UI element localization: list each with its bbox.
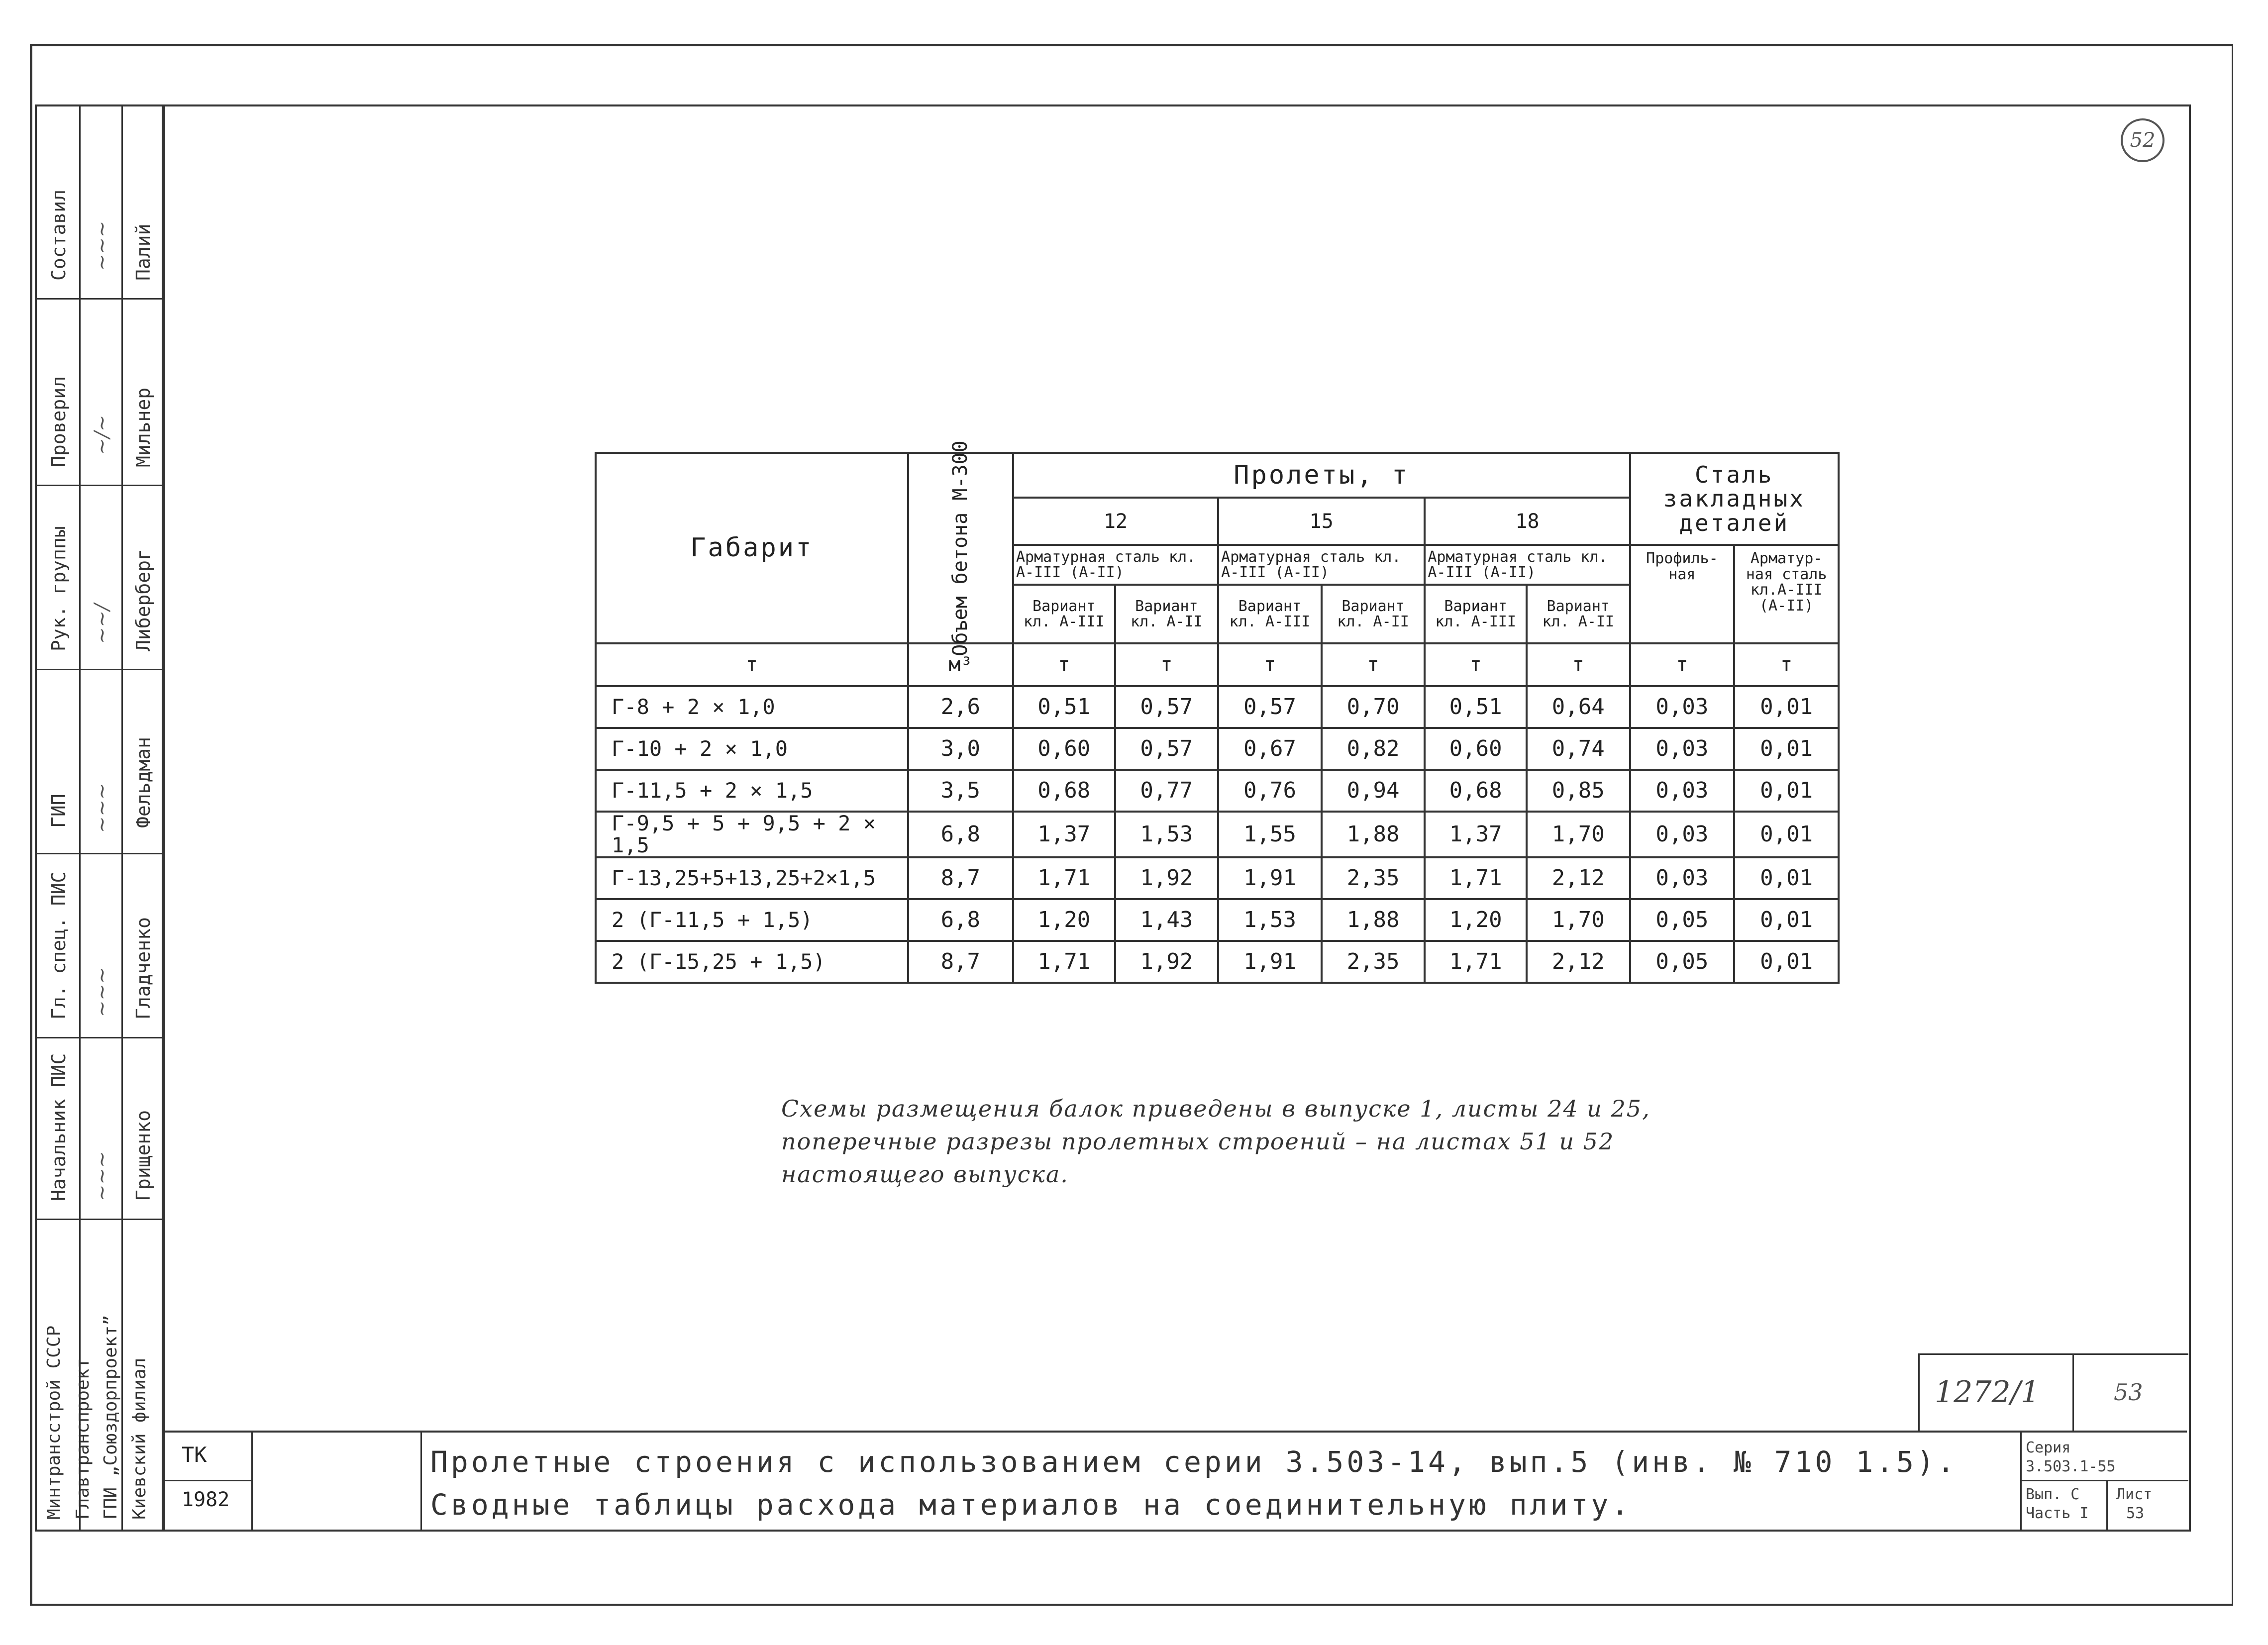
value-cell: 0,01 xyxy=(1734,812,1839,857)
value-cell: 1,71 xyxy=(1425,941,1527,983)
header-variant-a3: Вариант кл. А-III xyxy=(1218,585,1322,643)
note-text xyxy=(781,1092,1776,1191)
value-cell: 0,68 xyxy=(1013,770,1115,812)
value-cell: 3,5 xyxy=(908,770,1013,812)
value-cell: 1,20 xyxy=(1425,899,1527,941)
value-cell: 6,8 xyxy=(908,812,1013,857)
name-grishchenko: Грищенко xyxy=(132,1110,154,1201)
note-line: поперечные разрезы пролетных строений – на листах 51 и 52 xyxy=(781,1128,1615,1155)
value-cell: 8,7 xyxy=(908,857,1013,899)
value-cell: 2,12 xyxy=(1527,857,1630,899)
signature-scribble: ~~~ xyxy=(91,967,113,1017)
unit-cell: т xyxy=(596,643,908,686)
unit-cell: т xyxy=(1630,643,1735,686)
value-cell: 1,92 xyxy=(1115,857,1219,899)
part-label: Часть I xyxy=(2026,1505,2089,1522)
title-block xyxy=(162,1431,2187,1530)
table-row xyxy=(596,857,1839,899)
role-group-lead: Рук. группы xyxy=(48,526,70,651)
org-kiev-branch: Киевский филиал xyxy=(129,1357,150,1520)
header-span-15: 15 xyxy=(1218,498,1425,545)
drawing-title xyxy=(430,1440,1958,1526)
value-cell: 1,88 xyxy=(1322,812,1425,857)
unit-cell: т xyxy=(1013,643,1115,686)
value-cell: 0,51 xyxy=(1013,686,1115,728)
series-value: 3.503.1-55 xyxy=(2026,1458,2116,1475)
value-cell: 1,71 xyxy=(1013,857,1115,899)
unit-cell: т xyxy=(1322,643,1425,686)
value-cell: 0,51 xyxy=(1425,686,1527,728)
signature-scribble: ~~/ xyxy=(91,604,113,644)
value-cell: 1,37 xyxy=(1013,812,1115,857)
header-profile-steel: Профиль-ная xyxy=(1630,545,1735,643)
gabarit-cell: Г-13,25+5+13,25+2×1,5 xyxy=(596,857,908,899)
issue-label: Вып. С xyxy=(2026,1486,2080,1503)
left-stamp xyxy=(35,104,164,1532)
table-row xyxy=(596,899,1839,941)
name-feldman: Фельдман xyxy=(132,736,154,828)
value-cell: 0,03 xyxy=(1630,812,1735,857)
value-cell: 0,01 xyxy=(1734,857,1839,899)
role-chief-engineer: ГИП xyxy=(48,794,70,828)
header-span-18: 18 xyxy=(1425,498,1630,545)
value-cell: 1,20 xyxy=(1013,899,1115,941)
header-embedded-steel: Сталь закладных деталей xyxy=(1630,453,1839,545)
unit-cell: м³ xyxy=(908,643,1013,686)
table-row xyxy=(596,728,1839,770)
units-row xyxy=(596,643,1839,686)
page-number-box xyxy=(2072,1353,2188,1432)
document-number: 1272/1 xyxy=(1935,1375,2040,1410)
value-cell: 0,60 xyxy=(1425,728,1527,770)
header-variant-a3: Вариант кл. А-III xyxy=(1425,585,1527,643)
name-gladchenko: Гладченко xyxy=(132,917,154,1020)
org-glavtransproekt: Главтранспроект xyxy=(73,1357,93,1520)
value-cell: 1,37 xyxy=(1425,812,1527,857)
org-soyuzdorproekt: ГПИ „Союздорпроект” xyxy=(101,1315,121,1520)
unit-cell: т xyxy=(1425,643,1527,686)
header-volume: Объем бетона М-300 xyxy=(908,453,1013,643)
table-row xyxy=(596,941,1839,983)
value-cell: 0,74 xyxy=(1527,728,1630,770)
table-row xyxy=(596,812,1839,857)
value-cell: 0,01 xyxy=(1734,941,1839,983)
sheet-value: 53 xyxy=(2126,1505,2145,1522)
header-arm-steel-18: Арматурная сталь кл. А-III (А-II) xyxy=(1425,545,1630,585)
value-cell: 3,0 xyxy=(908,728,1013,770)
value-cell: 0,68 xyxy=(1425,770,1527,812)
value-cell: 0,01 xyxy=(1734,770,1839,812)
name-milner: Мильнер xyxy=(132,387,154,467)
value-cell: 0,82 xyxy=(1322,728,1425,770)
value-cell: 2,12 xyxy=(1527,941,1630,983)
value-cell: 1,71 xyxy=(1013,941,1115,983)
title-line-2: Сводные таблицы расхода материалов на соединительную плиту. xyxy=(430,1488,1632,1522)
stamp-year: 1982 xyxy=(182,1488,230,1511)
value-cell: 0,03 xyxy=(1630,686,1735,728)
header-arm-steel-15: Арматурная сталь кл. А-III (А-II) xyxy=(1218,545,1425,585)
value-cell: 0,57 xyxy=(1115,686,1219,728)
org-ministry: Минтрансстрой СССР xyxy=(44,1325,64,1520)
value-cell: 0,01 xyxy=(1734,899,1839,941)
header-arm-class: Арматур-ная сталь кл.А-III (А-II) xyxy=(1734,545,1839,643)
value-cell: 1,53 xyxy=(1115,812,1219,857)
value-cell: 1,70 xyxy=(1527,812,1630,857)
name-liberberg: Либерберг xyxy=(132,549,154,651)
header-arm-steel-12: Арматурная сталь кл. А-III (А-II) xyxy=(1013,545,1218,585)
header-gabarit: Габарит xyxy=(596,453,908,643)
value-cell: 2,6 xyxy=(908,686,1013,728)
gabarit-cell: 2 (Г-11,5 + 1,5) xyxy=(596,899,908,941)
value-cell: 0,67 xyxy=(1218,728,1322,770)
value-cell: 0,03 xyxy=(1630,728,1735,770)
unit-cell: т xyxy=(1218,643,1322,686)
role-head: Начальник ПИС xyxy=(48,1053,70,1201)
header-variant-a2: Вариант кл. А-II xyxy=(1115,585,1219,643)
page-number: 53 xyxy=(2114,1379,2143,1406)
value-cell: 6,8 xyxy=(908,899,1013,941)
value-cell: 1,70 xyxy=(1527,899,1630,941)
value-cell: 1,91 xyxy=(1218,941,1322,983)
value-cell: 0,60 xyxy=(1013,728,1115,770)
unit-cell: т xyxy=(1115,643,1219,686)
value-cell: 2,35 xyxy=(1322,941,1425,983)
value-cell: 0,76 xyxy=(1218,770,1322,812)
value-cell: 0,05 xyxy=(1630,899,1735,941)
table-row xyxy=(596,686,1839,728)
value-cell: 1,91 xyxy=(1218,857,1322,899)
stamp-tk: ТК xyxy=(182,1442,207,1467)
value-cell: 8,7 xyxy=(908,941,1013,983)
note-line: Схемы размещения балок приведены в выпуске 1, листы 24 и 25, xyxy=(781,1095,1650,1122)
series-label: Серия xyxy=(2026,1439,2071,1456)
value-cell: 0,57 xyxy=(1218,686,1322,728)
value-cell: 0,05 xyxy=(1630,941,1735,983)
gabarit-cell: Г-10 + 2 × 1,0 xyxy=(596,728,908,770)
unit-cell: т xyxy=(1734,643,1839,686)
header-span-12: 12 xyxy=(1013,498,1218,545)
series-block xyxy=(2020,1433,2188,1530)
value-cell: 2,35 xyxy=(1322,857,1425,899)
signature-scribble: ~~~ xyxy=(91,783,113,833)
value-cell: 1,43 xyxy=(1115,899,1219,941)
value-cell: 0,57 xyxy=(1115,728,1219,770)
sheet-label: Лист xyxy=(2116,1486,2153,1503)
value-cell: 0,01 xyxy=(1734,686,1839,728)
header-variant-a2: Вариант кл. А-II xyxy=(1322,585,1425,643)
header-variant-a3: Вариант кл. А-III xyxy=(1013,585,1115,643)
value-cell: 1,71 xyxy=(1425,857,1527,899)
value-cell: 1,55 xyxy=(1218,812,1322,857)
value-cell: 0,85 xyxy=(1527,770,1630,812)
signature-scribble: ~~~ xyxy=(91,1151,113,1201)
signature-scribble: ~/~ xyxy=(91,414,113,455)
header-variant-a2: Вариант кл. А-II xyxy=(1527,585,1630,643)
value-cell: 1,88 xyxy=(1322,899,1425,941)
gabarit-cell: Г-9,5 + 5 + 9,5 + 2 × 1,5 xyxy=(596,812,908,857)
header-spans: Пролеты, т xyxy=(1013,453,1630,498)
materials-table xyxy=(595,440,1840,984)
value-cell: 0,03 xyxy=(1630,857,1735,899)
sheet-mark: 52 xyxy=(2121,118,2165,162)
role-checked: Проверил xyxy=(48,376,70,467)
unit-cell: т xyxy=(1527,643,1630,686)
document-number-box xyxy=(1918,1353,2074,1432)
value-cell: 0,77 xyxy=(1115,770,1219,812)
role-chief-specialist: Гл. спец. ПИС xyxy=(48,871,70,1020)
gabarit-cell: Г-11,5 + 2 × 1,5 xyxy=(596,770,908,812)
note-line: настоящего выпуска. xyxy=(781,1161,1069,1188)
value-cell: 1,92 xyxy=(1115,941,1219,983)
value-cell: 0,94 xyxy=(1322,770,1425,812)
signature-scribble: ~~~ xyxy=(91,220,113,271)
value-cell: 0,64 xyxy=(1527,686,1630,728)
title-line-1: Пролетные строения с использованием серии 3.503-14, вып.5 (инв. № 710 1.5). xyxy=(430,1445,1958,1479)
gabarit-cell: 2 (Г-15,25 + 1,5) xyxy=(596,941,908,983)
value-cell: 0,03 xyxy=(1630,770,1735,812)
role-compiled: Составил xyxy=(48,189,70,281)
gabarit-cell: Г-8 + 2 × 1,0 xyxy=(596,686,908,728)
value-cell: 0,01 xyxy=(1734,728,1839,770)
value-cell: 1,53 xyxy=(1218,899,1322,941)
value-cell: 0,70 xyxy=(1322,686,1425,728)
name-paliy: Палий xyxy=(132,223,154,281)
table-row xyxy=(596,770,1839,812)
